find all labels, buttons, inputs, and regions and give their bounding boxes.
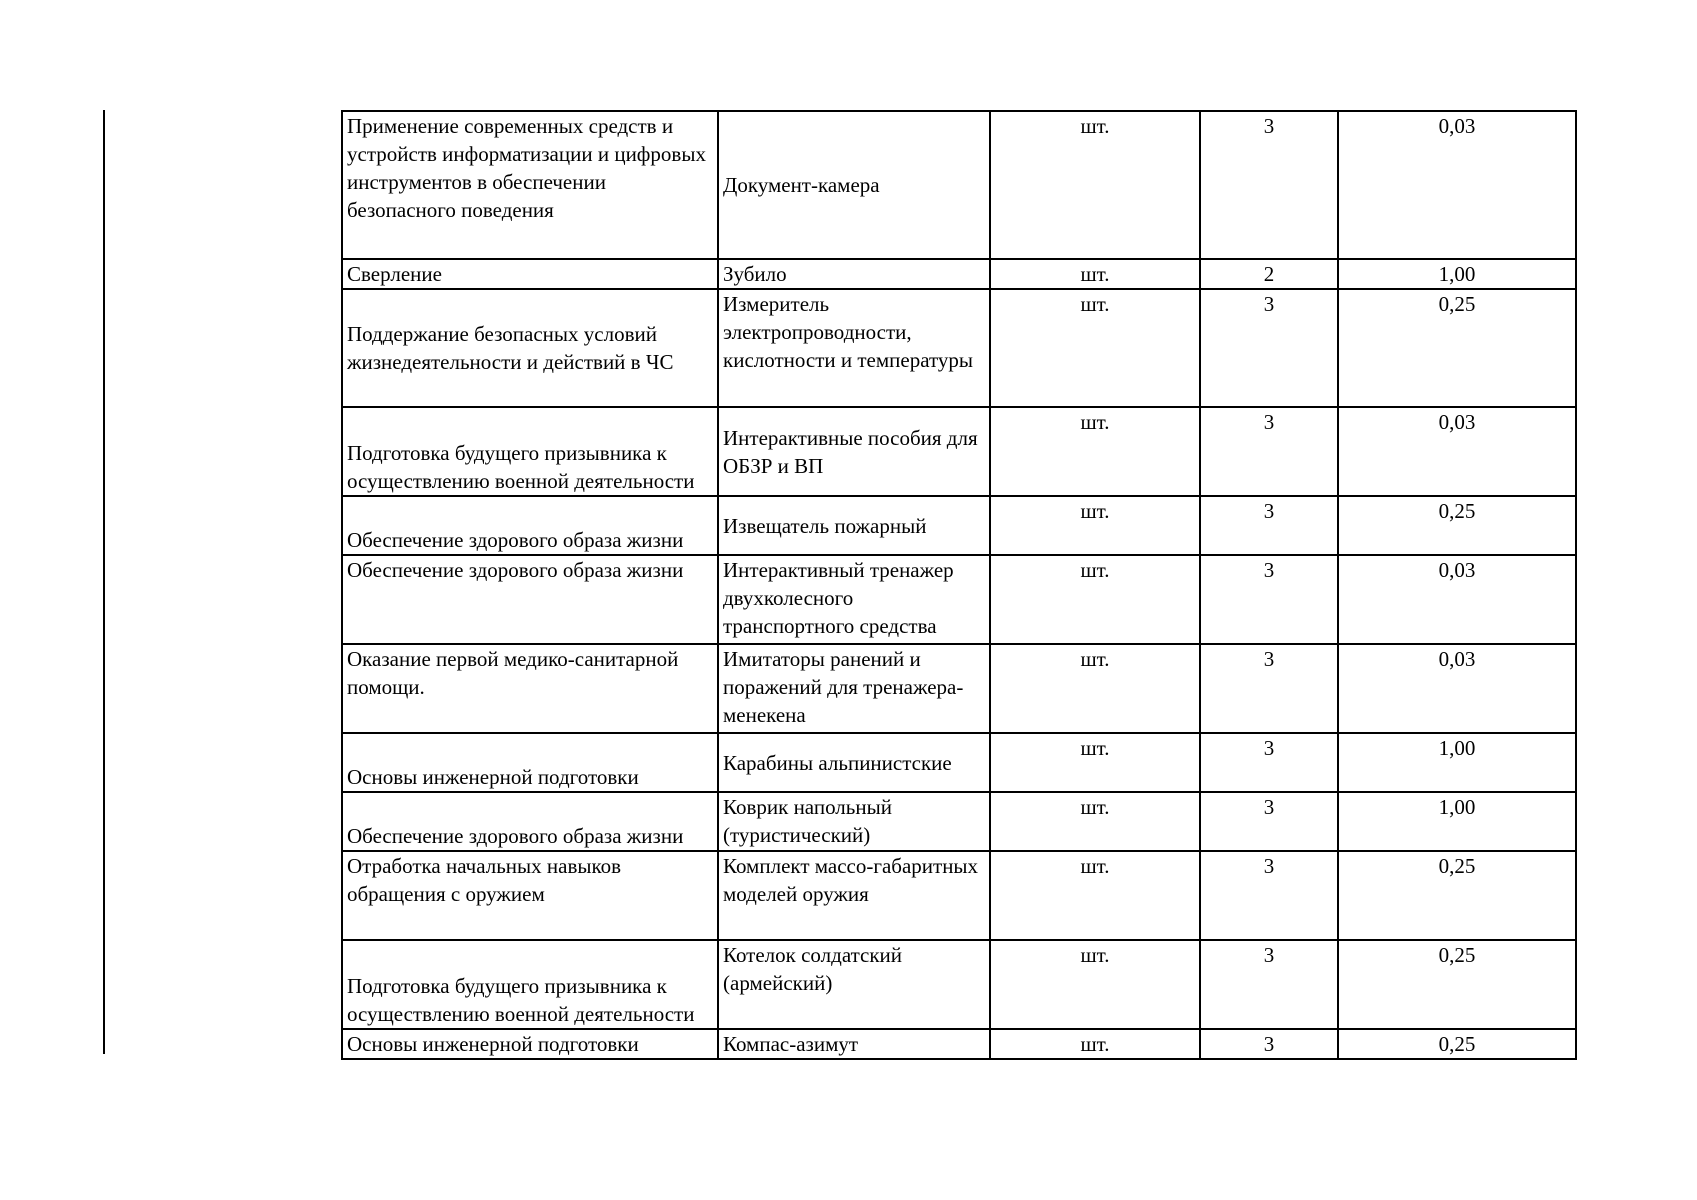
topic-cell: Обеспечение здорового образа жизни <box>342 555 718 644</box>
unit-cell: шт. <box>990 644 1200 733</box>
unit-cell: шт. <box>990 496 1200 555</box>
topic-cell: Поддержание безопасных условий жизнедеятельности и действий в ЧС <box>342 289 718 407</box>
item-cell: Коврик напольный (туристический) <box>718 792 990 851</box>
unit-cell: шт. <box>990 555 1200 644</box>
table-row <box>342 289 1576 407</box>
ratio-cell: 0,25 <box>1338 851 1576 940</box>
ratio-cell: 0,25 <box>1338 940 1576 1029</box>
topic-cell: Оказание первой медико-санитарной помощи. <box>342 644 718 733</box>
quantity-cell: 3 <box>1200 644 1338 733</box>
table-row <box>342 259 1576 289</box>
table-row <box>342 851 1576 940</box>
ratio-cell: 0,03 <box>1338 644 1576 733</box>
topic-cell: Основы инженерной подготовки <box>342 733 718 792</box>
unit-cell: шт. <box>990 940 1200 1029</box>
topic-cell: Основы инженерной подготовки <box>342 1029 718 1059</box>
quantity-cell: 3 <box>1200 792 1338 851</box>
quantity-cell: 3 <box>1200 496 1338 555</box>
equipment-table <box>341 110 1577 1060</box>
item-cell: Извещатель пожарный <box>718 496 990 555</box>
topic-cell: Применение современных средств и устройств информатизации и цифровых инструментов в обеспечении безопасного поведения <box>342 111 718 259</box>
item-cell: Интерактивный тренажер двухколесного транспортного средства <box>718 555 990 644</box>
quantity-cell: 3 <box>1200 1029 1338 1059</box>
item-cell: Комплект массо-габаритных моделей оружия <box>718 851 990 940</box>
item-cell: Компас-азимут <box>718 1029 990 1059</box>
table-row <box>342 111 1576 259</box>
item-cell: Измеритель электропроводности, кислотности и температуры <box>718 289 990 407</box>
table-row <box>342 496 1576 555</box>
ratio-cell: 0,25 <box>1338 496 1576 555</box>
quantity-cell: 3 <box>1200 851 1338 940</box>
topic-cell: Обеспечение здорового образа жизни <box>342 496 718 555</box>
table-row <box>342 644 1576 733</box>
unit-cell: шт. <box>990 792 1200 851</box>
quantity-cell: 3 <box>1200 289 1338 407</box>
topic-cell: Сверление <box>342 259 718 289</box>
unit-cell: шт. <box>990 851 1200 940</box>
item-cell: Документ-камера <box>718 111 990 259</box>
unit-cell: шт. <box>990 407 1200 496</box>
item-cell: Карабины альпинистские <box>718 733 990 792</box>
table-row <box>342 1029 1576 1059</box>
table-row <box>342 733 1576 792</box>
ratio-cell: 0,03 <box>1338 555 1576 644</box>
topic-cell: Обеспечение здорового образа жизни <box>342 792 718 851</box>
ratio-cell: 1,00 <box>1338 792 1576 851</box>
unit-cell: шт. <box>990 733 1200 792</box>
ratio-cell: 0,03 <box>1338 111 1576 259</box>
ratio-cell: 0,25 <box>1338 1029 1576 1059</box>
table-row <box>342 940 1576 1029</box>
unit-cell: шт. <box>990 1029 1200 1059</box>
topic-cell: Подготовка будущего призывника к осуществлению военной деятельности <box>342 940 718 1029</box>
quantity-cell: 3 <box>1200 555 1338 644</box>
unit-cell: шт. <box>990 111 1200 259</box>
topic-cell: Отработка начальных навыков обращения с оружием <box>342 851 718 940</box>
topic-cell: Подготовка будущего призывника к осуществлению военной деятельности <box>342 407 718 496</box>
table-row <box>342 555 1576 644</box>
item-cell: Интерактивные пособия для ОБЗР и ВП <box>718 407 990 496</box>
item-cell: Зубило <box>718 259 990 289</box>
unit-cell: шт. <box>990 259 1200 289</box>
table-row <box>342 407 1576 496</box>
ratio-cell: 1,00 <box>1338 733 1576 792</box>
quantity-cell: 3 <box>1200 733 1338 792</box>
ratio-cell: 0,03 <box>1338 407 1576 496</box>
table-row <box>342 792 1576 851</box>
page-margin-line <box>103 110 105 1054</box>
unit-cell: шт. <box>990 289 1200 407</box>
quantity-cell: 3 <box>1200 940 1338 1029</box>
ratio-cell: 1,00 <box>1338 259 1576 289</box>
item-cell: Котелок солдатский (армейский) <box>718 940 990 1029</box>
quantity-cell: 2 <box>1200 259 1338 289</box>
quantity-cell: 3 <box>1200 407 1338 496</box>
quantity-cell: 3 <box>1200 111 1338 259</box>
item-cell: Имитаторы ранений и поражений для тренажера-менекена <box>718 644 990 733</box>
ratio-cell: 0,25 <box>1338 289 1576 407</box>
